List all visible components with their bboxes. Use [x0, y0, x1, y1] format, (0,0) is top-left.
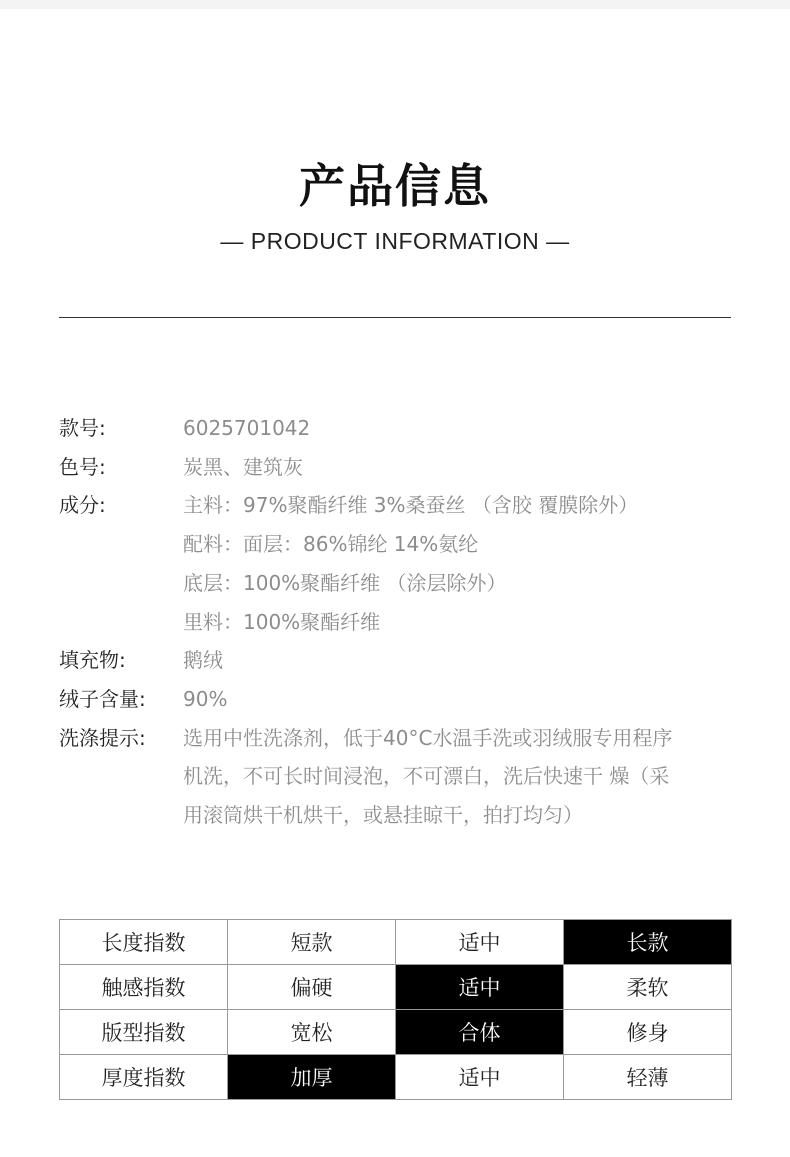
index-option: 短款	[228, 920, 396, 965]
info-label: 色号:	[59, 454, 106, 479]
info-label: 绒子含量:	[59, 686, 146, 711]
info-value-line: 选用中性洗涤剂，低于40°C水温手洗或羽绒服专用程序	[183, 725, 673, 750]
info-value-line: 炭黑、建筑灰	[183, 454, 303, 479]
info-value-line: 用滚筒烘干机烘干，或悬挂晾干，拍打均匀）	[183, 803, 583, 828]
info-value	[183, 409, 731, 448]
divider	[59, 317, 731, 318]
info-value	[183, 448, 731, 487]
top-strip	[0, 0, 790, 9]
index-option: 宽松	[228, 1010, 396, 1055]
index-label: 长度指数	[60, 920, 228, 965]
index-label: 触感指数	[60, 965, 228, 1010]
info-label: 填充物:	[59, 648, 126, 673]
info-row-filling	[59, 641, 731, 680]
index-option-selected: 加厚	[228, 1055, 396, 1100]
info-row-composition	[59, 486, 731, 641]
index-row-length	[60, 920, 732, 965]
info-value-line: 6025701042	[183, 416, 311, 440]
info-value-line: 配料：面层：86%锦纶 14%氨纶	[183, 532, 479, 557]
page-subtitle: — PRODUCT INFORMATION —	[220, 228, 570, 254]
index-option: 柔软	[564, 965, 732, 1010]
index-option: 偏硬	[228, 965, 396, 1010]
info-value-line: 主料：97%聚酯纤维 3%桑蚕丝 （含胶 覆膜除外）	[183, 493, 639, 518]
info-value-line: 里料：100%聚酯纤维	[183, 609, 381, 634]
index-row-touch	[60, 965, 732, 1010]
index-option: 修身	[564, 1010, 732, 1055]
index-label: 版型指数	[60, 1010, 228, 1055]
info-row-washing	[59, 719, 731, 835]
info-value	[183, 680, 731, 719]
info-value	[183, 641, 731, 680]
index-row-thickness	[60, 1055, 732, 1100]
info-value-line: 鹅绒	[183, 648, 223, 673]
index-option-selected: 合体	[396, 1010, 564, 1055]
info-value	[183, 719, 731, 835]
index-label: 厚度指数	[60, 1055, 228, 1100]
index-option: 轻薄	[564, 1055, 732, 1100]
index-option: 适中	[396, 920, 564, 965]
index-option-selected: 长款	[564, 920, 732, 965]
info-value	[183, 486, 731, 641]
info-label: 成分:	[59, 493, 106, 518]
product-info-list	[59, 409, 731, 835]
index-row-fit	[60, 1010, 732, 1055]
index-table	[59, 919, 732, 1100]
index-option: 适中	[396, 1055, 564, 1100]
info-value-line: 底层：100%聚酯纤维 （涂层除外）	[183, 570, 507, 595]
info-row-style-number	[59, 409, 731, 448]
info-label: 款号:	[59, 416, 106, 440]
info-value-line: 90%	[183, 686, 228, 711]
index-option-selected: 适中	[396, 965, 564, 1010]
page-title: 产品信息	[299, 159, 491, 213]
info-value-line: 机洗，不可长时间浸泡，不可漂白，洗后快速干 燥（采	[183, 764, 670, 789]
info-row-color	[59, 448, 731, 487]
info-label: 洗涤提示:	[59, 725, 146, 750]
info-row-down-content	[59, 680, 731, 719]
